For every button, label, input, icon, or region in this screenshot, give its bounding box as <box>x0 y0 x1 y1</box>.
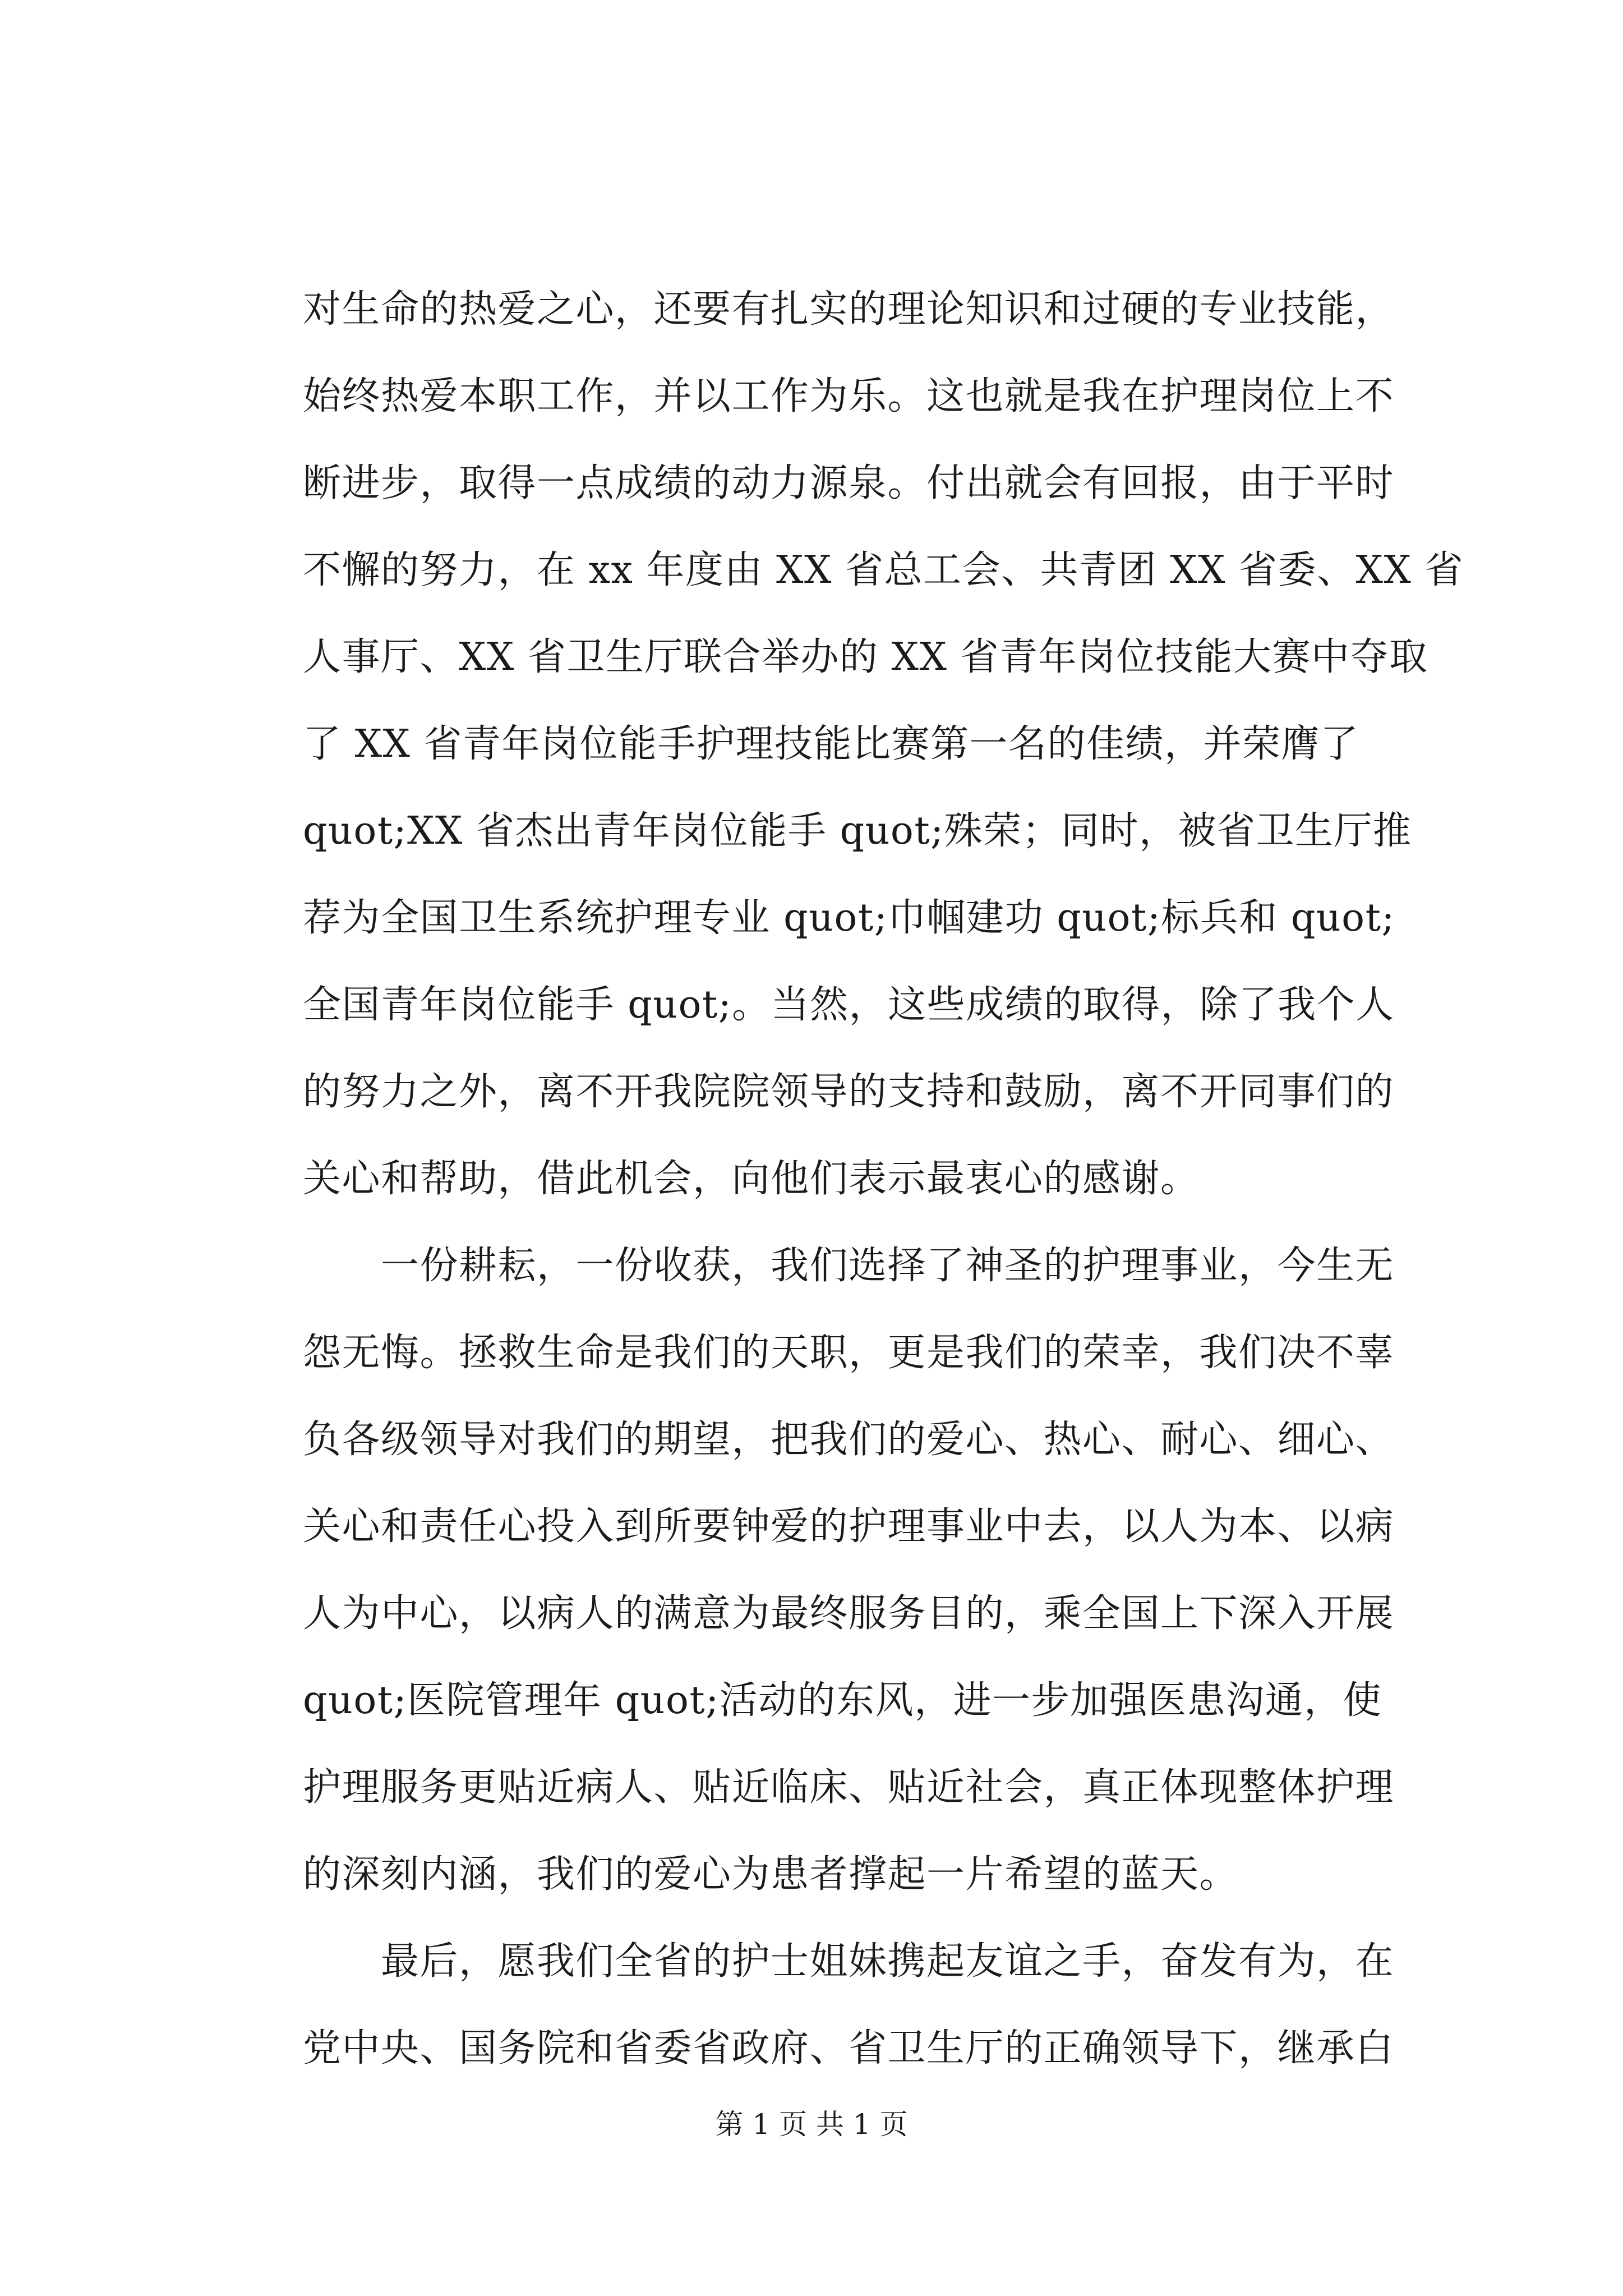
text-line: 人为中心，以病人的满意为最终服务目的，乘全国上下深入开展 <box>303 1591 1395 1636</box>
text-line: 怨无悔。拯救生命是我们的天职，更是我们的荣幸，我们决不辜 <box>303 1331 1395 1375</box>
text-line: 人事厅、XX 省卫生厅联合举办的 XX 省青年岗位技能大赛中夺取 <box>303 635 1428 679</box>
text-line: 关心和帮助，借此机会，向他们表示最衷心的感谢。 <box>303 1157 1200 1201</box>
text-line: quot;医院管理年 quot;活动的东风，进一步加强医患沟通，使 <box>303 1678 1382 1723</box>
text-line: 断进步，取得一点成绩的动力源泉。付出就会有回报，由于平时 <box>303 461 1395 505</box>
text-line: 不懈的努力，在 xx 年度由 XX 省总工会、共青团 XX 省委、XX 省 <box>303 548 1464 592</box>
page-footer: 第 1 页 共 1 页 <box>715 2108 908 2141</box>
text-line: 了 XX 省青年岗位能手护理技能比赛第一名的佳绩，并荣膺了 <box>303 722 1359 766</box>
text-line: 的深刻内涵，我们的爱心为患者撑起一片希望的蓝天。 <box>303 1852 1239 1897</box>
text-line: 全国青年岗位能手 quot;。当然，这些成绩的取得，除了我个人 <box>303 983 1395 1027</box>
text-line: 对生命的热爱之心，还要有扎实的理论知识和过硬的专业技能， <box>303 287 1395 332</box>
text-line: 负各级领导对我们的期望，把我们的爱心、热心、耐心、细心、 <box>303 1418 1395 1462</box>
text-line: 关心和责任心投入到所要钟爱的护理事业中去，以人为本、以病 <box>303 1504 1395 1549</box>
text-line: 荐为全国卫生系统护理专业 quot;巾帼建功 quot;标兵和 quot; <box>303 896 1395 940</box>
text-line: quot;XX 省杰出青年岗位能手 quot;殊荣；同时，被省卫生厅推 <box>303 809 1412 853</box>
text-line: 的努力之外，离不开我院院领导的支持和鼓励，离不开同事们的 <box>303 1070 1395 1114</box>
body-text <box>303 266 1464 2092</box>
paragraph-start-line: 一份耕耘，一份收获，我们选择了神圣的护理事业，今生无 <box>303 1244 1395 1288</box>
text-line: 党中央、国务院和省委省政府、省卫生厅的正确领导下，继承白 <box>303 2026 1395 2070</box>
paragraph-start-line: 最后，愿我们全省的护士姐妹携起友谊之手，奋发有为，在 <box>303 1939 1395 1984</box>
text-line: 护理服务更贴近病人、贴近临床、贴近社会，真正体现整体护理 <box>303 1765 1395 1810</box>
text-line: 始终热爱本职工作，并以工作为乐。这也就是我在护理岗位上不 <box>303 374 1395 418</box>
